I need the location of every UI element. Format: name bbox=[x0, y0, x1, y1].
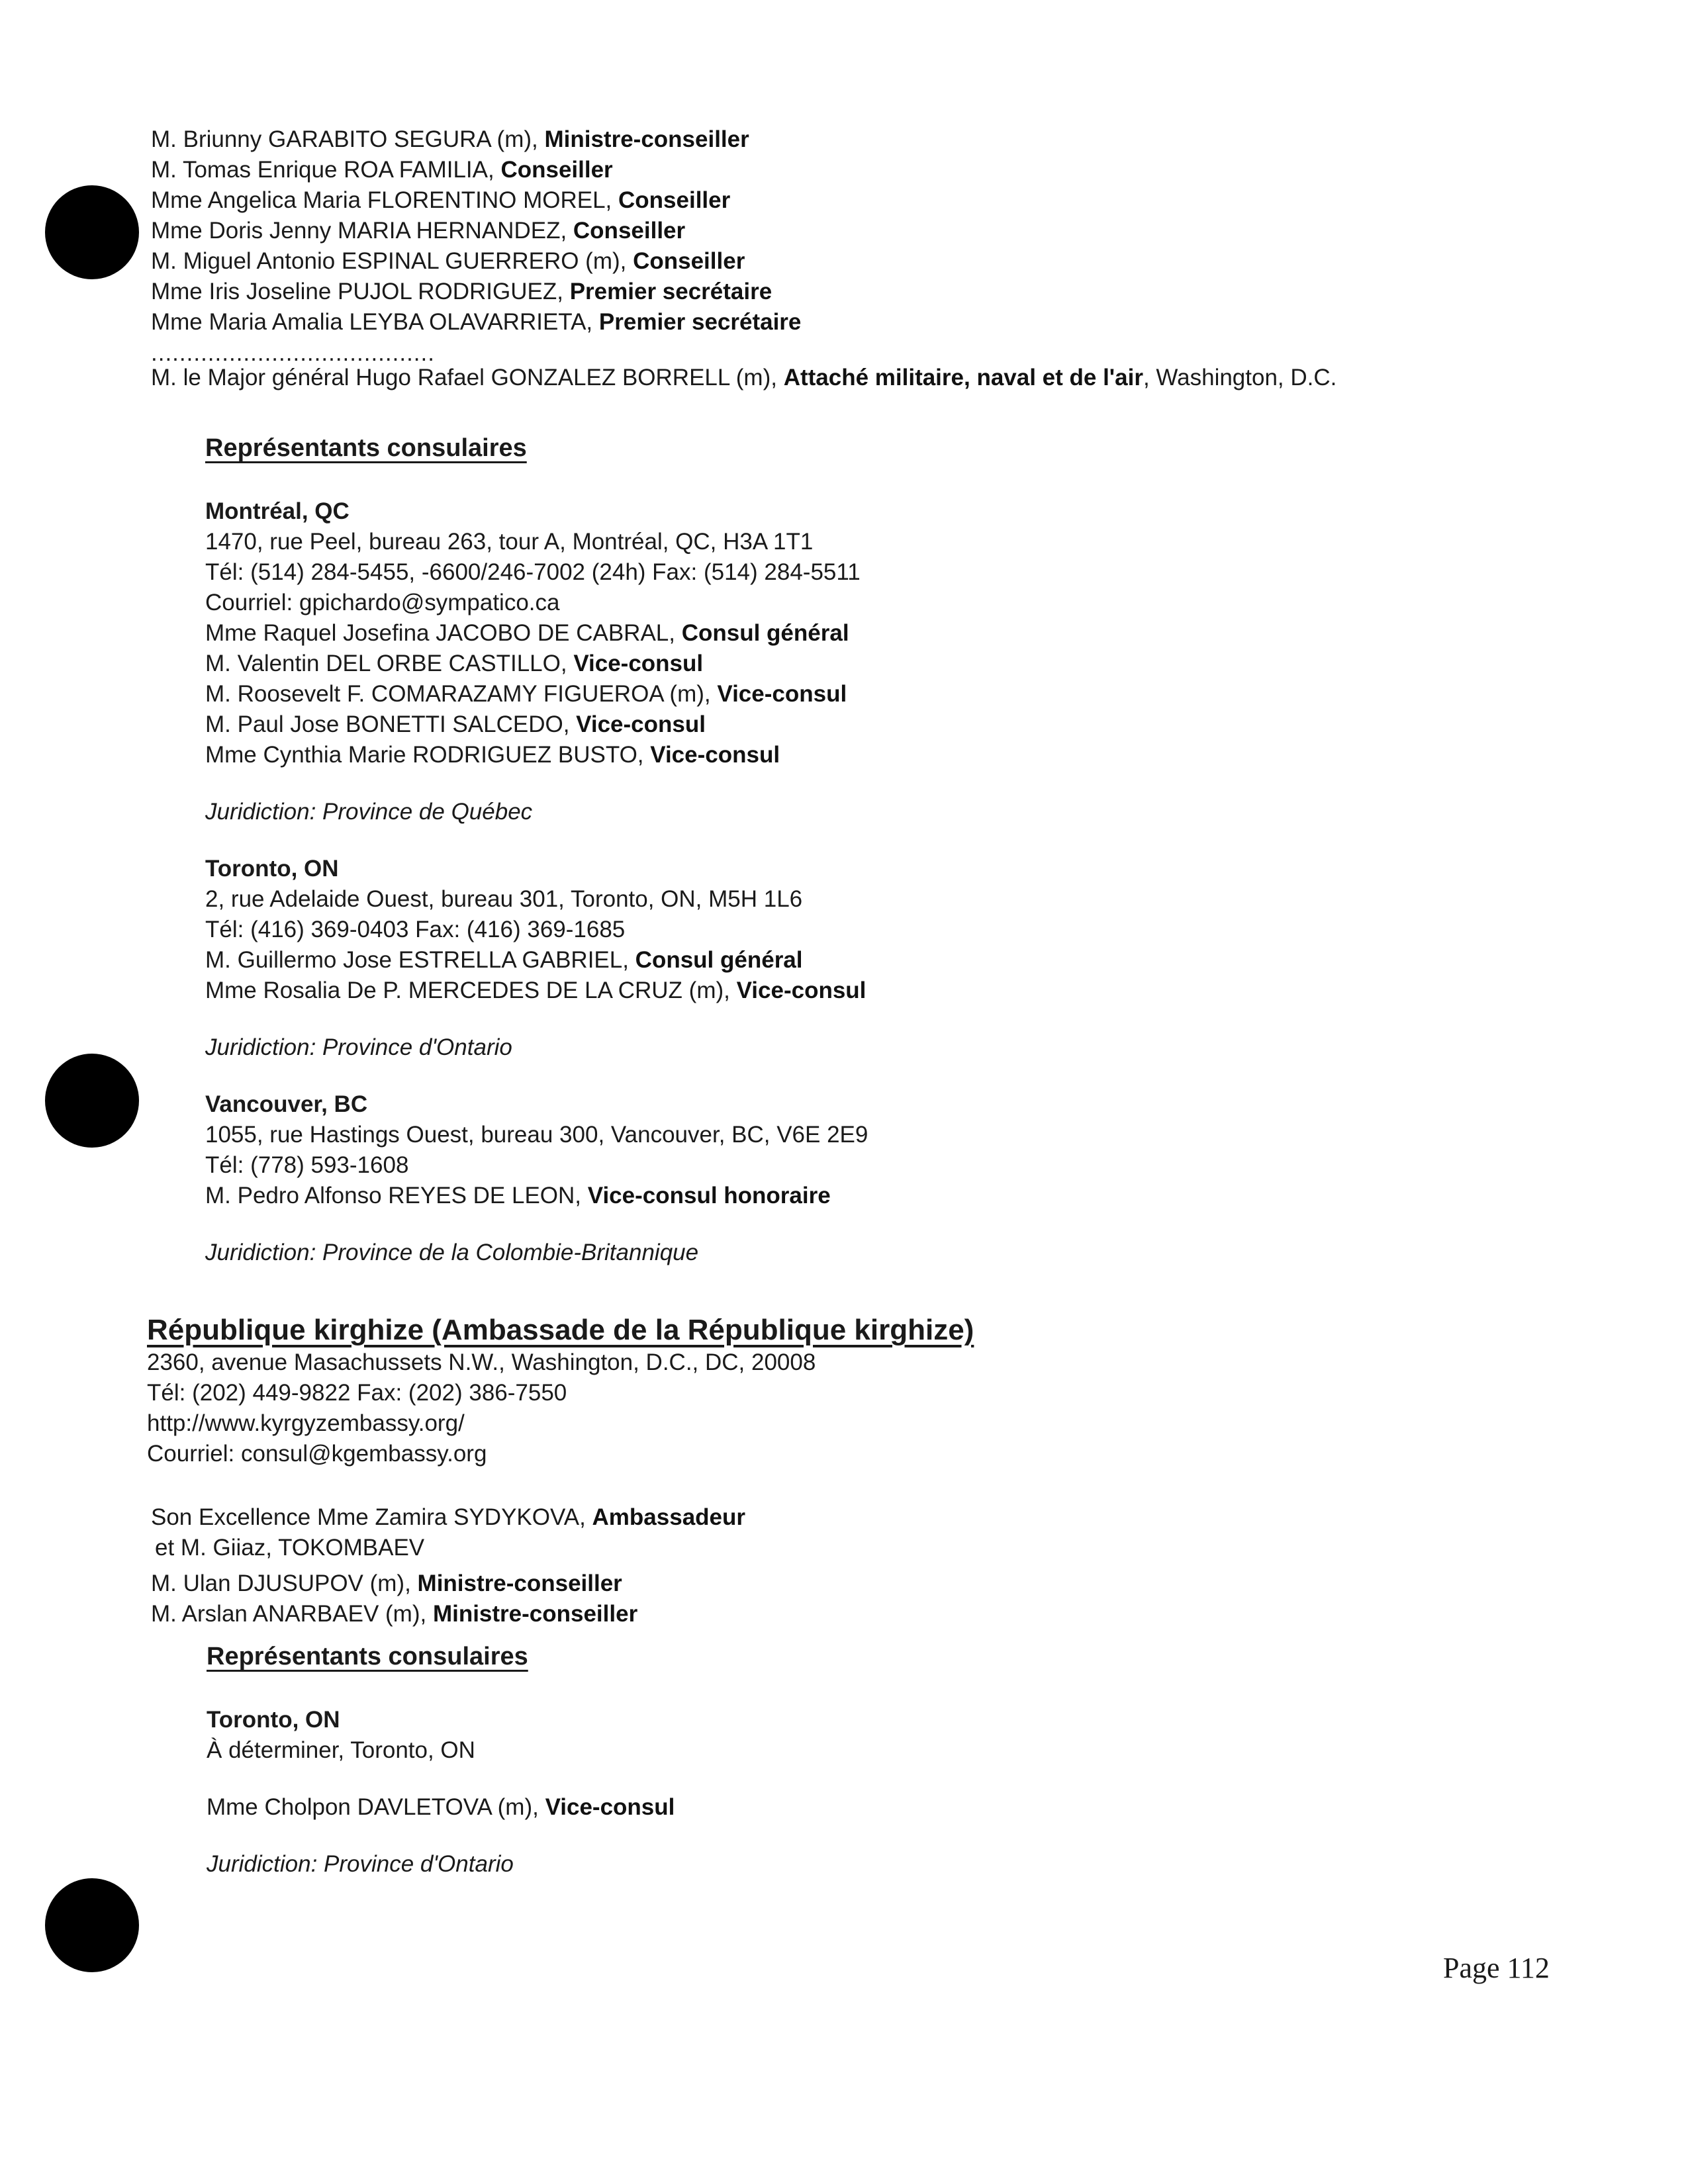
staff-entry: Mme Maria Amalia LEYBA OLAVARRIETA, Premier secrétaire bbox=[151, 309, 802, 335]
address: 2360, avenue Masachussets N.W., Washington, D.C., DC, 20008 bbox=[147, 1349, 816, 1375]
jurisdiction: Juridiction: Province d'Ontario bbox=[205, 1034, 512, 1060]
city-heading-vancouver: Vancouver, BC bbox=[205, 1091, 368, 1117]
spouse-entry: et M. Giiaz, TOKOMBAEV bbox=[155, 1535, 425, 1561]
staff-entry: Mme Angelica Maria FLORENTINO MOREL, Conseiller bbox=[151, 187, 731, 213]
address: 2, rue Adelaide Ouest, bureau 301, Toronto, ON, M5H 1L6 bbox=[205, 886, 803, 912]
jurisdiction: Juridiction: Province de la Colombie-Britannique bbox=[205, 1240, 699, 1265]
address: 1470, rue Peel, bureau 263, tour A, Montréal, QC, H3A 1T1 bbox=[205, 529, 814, 555]
phone-fax: Tél: (416) 369-0403 Fax: (416) 369-1685 bbox=[205, 917, 626, 942]
city-heading-montreal: Montréal, QC bbox=[205, 498, 350, 524]
consul-entry: Mme Cynthia Marie RODRIGUEZ BUSTO, Vice-consul bbox=[205, 742, 780, 768]
city-heading-toronto: Toronto, ON bbox=[205, 856, 339, 882]
kyrgyz-staff-list bbox=[147, 1502, 974, 1629]
consul-entry: Mme Cholpon DAVLETOVA (m), Vice-consul bbox=[207, 1794, 675, 1820]
embassy-staff-list bbox=[151, 124, 1336, 393]
jurisdiction: Juridiction: Province de Québec bbox=[205, 799, 533, 825]
ambassador-entry: Son Excellence Mme Zamira SYDYKOVA, Ambassadeur bbox=[151, 1504, 746, 1530]
consular-section-1 bbox=[205, 433, 868, 1268]
section-heading-consular: Représentants consulaires bbox=[207, 1643, 528, 1670]
consul-entry: M. Paul Jose BONETTI SALCEDO, Vice-consul bbox=[205, 711, 706, 737]
country-heading: République kirghize (Ambassade de la République kirghize) bbox=[147, 1314, 974, 1346]
consul-entry: Mme Rosalia De P. MERCEDES DE LA CRUZ (m), Vice-consul bbox=[205, 978, 867, 1003]
staff-entry: M. Tomas Enrique ROA FAMILIA, Conseiller bbox=[151, 157, 613, 183]
consul-entry: Mme Raquel Josefina JACOBO DE CABRAL, Consul général bbox=[205, 620, 849, 646]
email: Courriel: consul@kgembassy.org bbox=[147, 1441, 487, 1467]
punch-hole-top bbox=[45, 185, 139, 279]
city-heading-toronto: Toronto, ON bbox=[207, 1707, 340, 1733]
punch-hole-bottom bbox=[45, 1878, 139, 1972]
website-link[interactable]: http://www.kyrgyzembassy.org/ bbox=[147, 1410, 465, 1436]
consul-entry: M. Roosevelt F. COMARAZAMY FIGUEROA (m), Vice-consul bbox=[205, 681, 847, 707]
email: Courriel: gpichardo@sympatico.ca bbox=[205, 590, 560, 615]
staff-entry: Mme Doris Jenny MARIA HERNANDEZ, Conseiller bbox=[151, 218, 686, 244]
kyrgyz-embassy-section bbox=[147, 1313, 974, 1629]
phone: Tél: (778) 593-1608 bbox=[205, 1152, 409, 1178]
staff-entry: M. Arslan ANARBAEV (m), Ministre-conseiller bbox=[151, 1601, 638, 1627]
staff-entry: Mme Iris Joseline PUJOL RODRIGUEZ, Premier secrétaire bbox=[151, 279, 773, 304]
section-heading-consular: Représentants consulaires bbox=[205, 434, 527, 462]
page-number: Page 112 bbox=[1443, 1952, 1550, 1984]
address: 1055, rue Hastings Ouest, bureau 300, Vancouver, BC, V6E 2E9 bbox=[205, 1122, 868, 1148]
staff-entry: M. Briunny GARABITO SEGURA (m), Ministre-conseiller bbox=[151, 126, 749, 152]
consul-entry: M. Valentin DEL ORBE CASTILLO, Vice-consul bbox=[205, 651, 704, 676]
phone-fax: Tél: (202) 449-9822 Fax: (202) 386-7550 bbox=[147, 1380, 567, 1406]
consul-entry: M. Pedro Alfonso REYES DE LEON, Vice-consul honoraire bbox=[205, 1183, 831, 1208]
staff-entry: M. Miguel Antonio ESPINAL GUERRERO (m), Conseiller bbox=[151, 248, 745, 274]
consular-section-2 bbox=[207, 1641, 675, 1880]
punch-hole-middle bbox=[45, 1054, 139, 1148]
separator-dots: ........................................ bbox=[151, 340, 435, 366]
staff-entry: M. Ulan DJUSUPOV (m), Ministre-conseiller bbox=[151, 1570, 622, 1596]
address: À déterminer, Toronto, ON bbox=[207, 1737, 475, 1763]
phone-fax: Tél: (514) 284-5455, -6600/246-7002 (24h) Fax: (514) 284-5511 bbox=[205, 559, 861, 585]
military-attache-entry: M. le Major général Hugo Rafael GONZALEZ BORRELL (m), Attaché militaire, naval et de l'air, Washington, D.C. bbox=[151, 365, 1337, 390]
consul-entry: M. Guillermo Jose ESTRELLA GABRIEL, Consul général bbox=[205, 947, 803, 973]
jurisdiction: Juridiction: Province d'Ontario bbox=[207, 1851, 514, 1877]
